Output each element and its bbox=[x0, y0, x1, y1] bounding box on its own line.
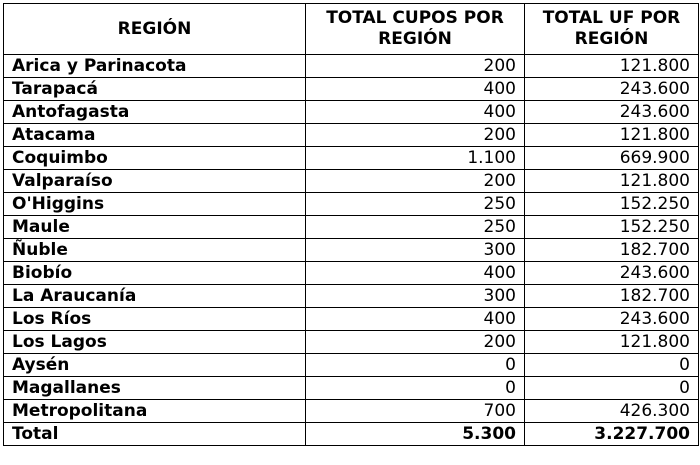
region-uf: 182.700 bbox=[525, 285, 699, 308]
region-name: La Araucanía bbox=[4, 285, 306, 308]
region-uf: 669.900 bbox=[525, 147, 699, 170]
region-uf: 243.600 bbox=[525, 308, 699, 331]
region-uf: 243.600 bbox=[525, 101, 699, 124]
table-row bbox=[4, 239, 699, 262]
region-cupos: 250 bbox=[306, 216, 525, 239]
region-name: Arica y Parinacota bbox=[4, 55, 306, 78]
region-cupos: 200 bbox=[306, 331, 525, 354]
table-row bbox=[4, 216, 699, 239]
region-name: Magallanes bbox=[4, 377, 306, 400]
table-header-row bbox=[4, 4, 699, 55]
table-row bbox=[4, 55, 699, 78]
region-name: Tarapacá bbox=[4, 78, 306, 101]
total-cupos: 5.300 bbox=[306, 423, 525, 446]
table-row bbox=[4, 400, 699, 423]
header-region: REGIÓN bbox=[4, 4, 306, 55]
region-name: O'Higgins bbox=[4, 193, 306, 216]
region-name: Valparaíso bbox=[4, 170, 306, 193]
region-name: Biobío bbox=[4, 262, 306, 285]
region-uf: 121.800 bbox=[525, 55, 699, 78]
region-cupos: 200 bbox=[306, 124, 525, 147]
region-cupos: 200 bbox=[306, 55, 525, 78]
region-cupos: 300 bbox=[306, 239, 525, 262]
table-row bbox=[4, 262, 699, 285]
table-row bbox=[4, 124, 699, 147]
region-name: Los Lagos bbox=[4, 331, 306, 354]
header-total-uf: TOTAL UF POR REGIÓN bbox=[525, 4, 699, 55]
region-cupos: 250 bbox=[306, 193, 525, 216]
region-cupos: 400 bbox=[306, 308, 525, 331]
region-name: Antofagasta bbox=[4, 101, 306, 124]
region-cupos: 400 bbox=[306, 101, 525, 124]
table-row bbox=[4, 101, 699, 124]
region-uf: 121.800 bbox=[525, 124, 699, 147]
region-cupos: 0 bbox=[306, 354, 525, 377]
table-row bbox=[4, 193, 699, 216]
table-row bbox=[4, 308, 699, 331]
region-name: Ñuble bbox=[4, 239, 306, 262]
region-name: Metropolitana bbox=[4, 400, 306, 423]
region-uf: 152.250 bbox=[525, 216, 699, 239]
region-name: Aysén bbox=[4, 354, 306, 377]
total-label: Total bbox=[4, 423, 306, 446]
region-cupos: 700 bbox=[306, 400, 525, 423]
total-uf: 3.227.700 bbox=[525, 423, 699, 446]
regions-table bbox=[3, 3, 699, 446]
region-uf: 121.800 bbox=[525, 331, 699, 354]
region-name: Coquimbo bbox=[4, 147, 306, 170]
header-total-cupos: TOTAL CUPOS POR REGIÓN bbox=[306, 4, 525, 55]
total-row bbox=[4, 423, 699, 446]
table-row bbox=[4, 285, 699, 308]
region-uf: 121.800 bbox=[525, 170, 699, 193]
table-row bbox=[4, 170, 699, 193]
table-body bbox=[4, 55, 699, 446]
region-cupos: 200 bbox=[306, 170, 525, 193]
region-cupos: 400 bbox=[306, 78, 525, 101]
table-row bbox=[4, 78, 699, 101]
region-cupos: 0 bbox=[306, 377, 525, 400]
region-uf: 243.600 bbox=[525, 262, 699, 285]
region-cupos: 1.100 bbox=[306, 147, 525, 170]
region-name: Atacama bbox=[4, 124, 306, 147]
region-uf: 152.250 bbox=[525, 193, 699, 216]
region-uf: 243.600 bbox=[525, 78, 699, 101]
region-uf: 426.300 bbox=[525, 400, 699, 423]
table-row bbox=[4, 354, 699, 377]
region-cupos: 400 bbox=[306, 262, 525, 285]
region-uf: 0 bbox=[525, 377, 699, 400]
region-name: Maule bbox=[4, 216, 306, 239]
table-row bbox=[4, 377, 699, 400]
region-cupos: 300 bbox=[306, 285, 525, 308]
region-name: Los Ríos bbox=[4, 308, 306, 331]
table-row bbox=[4, 147, 699, 170]
table-row bbox=[4, 331, 699, 354]
region-uf: 182.700 bbox=[525, 239, 699, 262]
region-uf: 0 bbox=[525, 354, 699, 377]
